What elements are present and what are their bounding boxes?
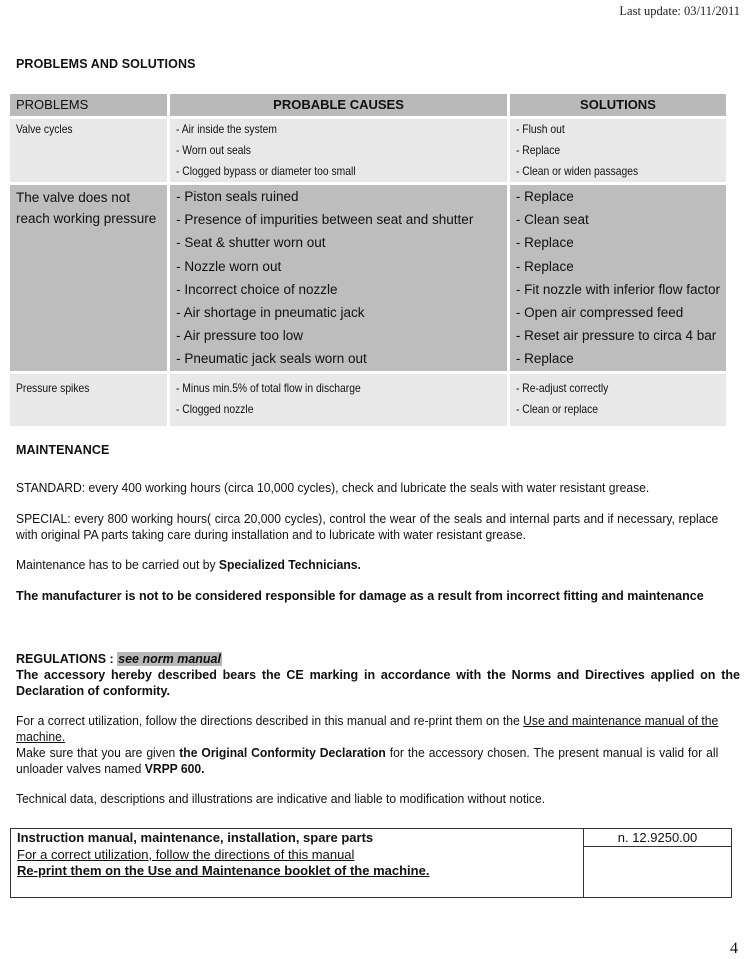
footer-box-title: Instruction manual, maintenance, installation, spare parts bbox=[17, 830, 374, 845]
page-number: 4 bbox=[730, 940, 738, 957]
maintenance-standard: STANDARD: every 400 working hours (circa 10,000 cycles), check and lubricate the seals with water resistant grease. bbox=[16, 481, 650, 495]
solution-item: - Clean seat bbox=[515, 212, 589, 228]
solution-item: - Open air compressed feed bbox=[515, 305, 684, 321]
cause-item: - Worn out seals bbox=[176, 143, 252, 157]
causes-cell bbox=[170, 374, 507, 426]
norm-manual-link[interactable]: see norm manual bbox=[118, 652, 221, 666]
solutions-cell bbox=[510, 374, 726, 426]
cause-item: - Air pressure too low bbox=[176, 328, 303, 344]
manual-code: n. 12.9250.00 bbox=[584, 829, 731, 847]
solution-item: - Replace bbox=[515, 351, 574, 367]
solution-item: - Replace bbox=[515, 258, 574, 274]
solution-item: - Clean or replace bbox=[515, 401, 598, 416]
cause-item: - Pneumatic jack seals worn out bbox=[176, 351, 367, 367]
causes-cell bbox=[170, 185, 507, 371]
manufacturer-disclaimer: The manufacturer is not to be considered responsible for damage as a result from incorrect fitting and maintenance bbox=[16, 589, 704, 603]
cause-item: - Air shortage in pneumatic jack bbox=[176, 305, 365, 321]
conformity-bold: the Original Conformity Declaration bbox=[179, 746, 386, 760]
cause-item: - Presence of impurities between seat and shutter bbox=[176, 212, 474, 228]
problem-cell bbox=[10, 185, 167, 371]
cause-item: - Piston seals ruined bbox=[176, 189, 299, 204]
cause-item: - Incorrect choice of nozzle bbox=[176, 281, 338, 297]
cause-item: - Clogged nozzle bbox=[176, 401, 254, 416]
footer-info-box bbox=[10, 828, 732, 898]
column-header-causes: PROBABLE CAUSES bbox=[170, 94, 507, 116]
column-header-problems: PROBLEMS bbox=[10, 94, 167, 116]
table-row bbox=[10, 185, 726, 371]
table-header-row bbox=[10, 94, 726, 116]
utilization-block bbox=[16, 713, 718, 777]
problem-text: Valve cycles bbox=[16, 122, 73, 136]
footer-box-left bbox=[11, 829, 584, 897]
maintenance-section-title: MAINTENANCE bbox=[16, 443, 110, 457]
solution-item: - Replace bbox=[515, 235, 574, 251]
cause-item: - Seat & shutter worn out bbox=[176, 235, 326, 251]
maintenance-special: SPECIAL: every 800 working hours( circa 20,000 cycles), control the wear of the seals and internal parts and if necessary, replace with original PA parts taking care during installation and to lubricate with water resistant grease. bbox=[16, 512, 719, 542]
last-update-date: Last update: 03/11/2011 bbox=[619, 4, 740, 18]
solution-item: - Fit nozzle with inferior flow factor bbox=[515, 281, 720, 297]
solution-item: - Re-adjust correctly bbox=[515, 380, 609, 395]
causes-cell bbox=[170, 119, 507, 182]
problem-text: The valve does not reach working pressure bbox=[16, 190, 157, 226]
technical-note: Technical data, descriptions and illustrations are indicative and liable to modification without notice. bbox=[16, 792, 546, 806]
solution-item: - Clean or widen passages bbox=[515, 164, 639, 178]
use-maintenance-manual-link[interactable]: Use and maintenance manual of the machine. bbox=[16, 714, 719, 744]
problem-text: Pressure spikes bbox=[16, 380, 90, 395]
footer-box-line1: For a correct utilization, follow the directions of this manual bbox=[17, 846, 355, 862]
technicians-bold: Specialized Technicians. bbox=[218, 558, 361, 572]
ce-marking-text: The accessory hereby described bears the CE marking in accordance with the Norms and Directives applied on the Declaration of conformity. bbox=[16, 668, 740, 698]
cause-item: - Minus min.5% of total flow in discharge bbox=[176, 380, 361, 395]
table-row bbox=[10, 374, 726, 426]
problem-cell bbox=[10, 119, 167, 182]
solution-item: - Reset air pressure to circa 4 bar bbox=[515, 328, 717, 344]
regulations-block bbox=[16, 651, 740, 699]
technicians-text: Maintenance has to be carried out by bbox=[16, 558, 219, 572]
regulations-label: REGULATIONS : bbox=[16, 652, 118, 666]
conformity-middle: for the accessory chosen. The present manual is valid for all unloader valves named bbox=[16, 746, 719, 776]
cause-item: - Nozzle worn out bbox=[176, 258, 282, 274]
conformity-prefix: Make sure that you are given bbox=[16, 746, 180, 760]
maintenance-technicians bbox=[16, 557, 718, 573]
problem-cell bbox=[10, 374, 167, 426]
column-header-solutions: SOLUTIONS bbox=[510, 94, 726, 116]
cause-item: - Air inside the system bbox=[176, 122, 278, 136]
problems-solutions-table bbox=[7, 91, 729, 429]
utilization-text: For a correct utilization, follow the directions described in this manual and re-print them on the bbox=[16, 714, 524, 728]
cause-item: - Clogged bypass or diameter too small bbox=[176, 164, 356, 178]
problems-section-title: PROBLEMS AND SOLUTIONS bbox=[16, 57, 196, 71]
solution-item: - Flush out bbox=[515, 122, 565, 136]
solution-item: - Replace bbox=[515, 189, 574, 204]
solution-item: - Replace bbox=[515, 143, 561, 157]
table-row bbox=[10, 119, 726, 182]
solutions-cell bbox=[510, 119, 726, 182]
footer-box-line2: Re-print them on the Use and Maintenance booklet of the machine. bbox=[17, 863, 430, 878]
solutions-cell bbox=[510, 185, 726, 371]
valve-model: VRPP 600. bbox=[144, 762, 205, 776]
